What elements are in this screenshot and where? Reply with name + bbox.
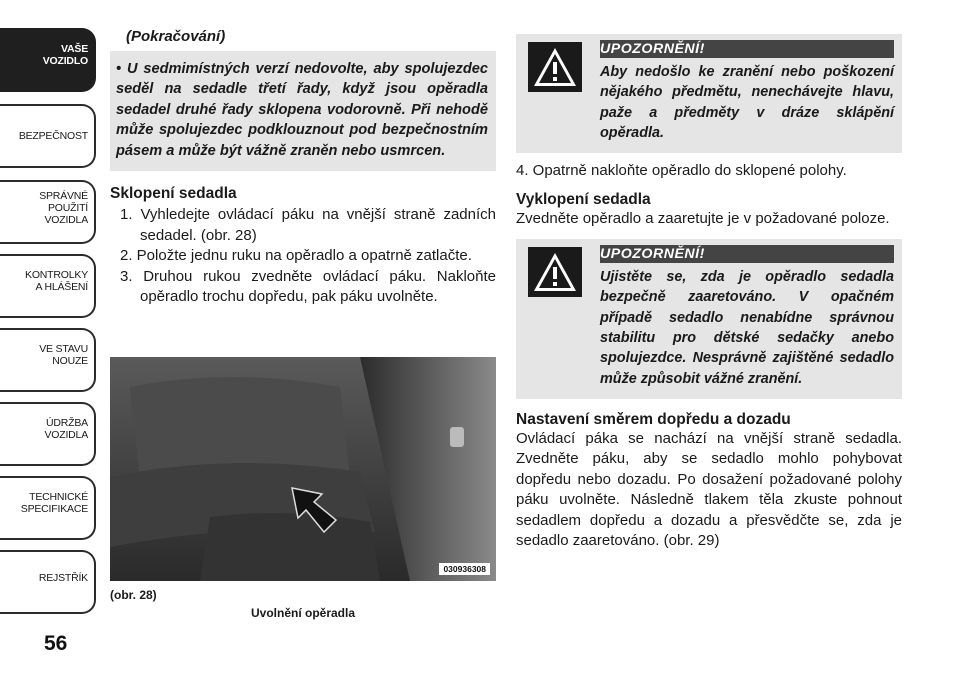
seat-illustration	[110, 357, 496, 581]
folding-steps	[110, 205, 496, 308]
warning-heading: UPOZORNĚNÍ!	[600, 40, 894, 58]
tab-vase-vozidlo[interactable]	[0, 28, 96, 92]
warning-box-2	[516, 239, 902, 399]
warning-text-content: Aby nedošlo ke zranění nebo poškození nějakého předmětu, nenechávejte hlavu, paže a předměty v dráze sklápění opěradla.	[600, 64, 894, 141]
tab-label: NOUZE	[52, 355, 88, 367]
warning-box-1	[516, 34, 902, 153]
section-title-adjust: Nastavení směrem dopředu a dozadu	[516, 410, 791, 428]
tab-label: TECHNICKÉ	[29, 491, 88, 503]
warning-text-content: Ujistěte se, zda je opěradlo sedadla bezpečně zaaretováno. V opačném případě sedadlo nenabídne správnou stabilitu pro dětské sedačky anebo spolujezdce. Nesprávně zajištěné sedadlo může způsobit vážné zranění.	[600, 269, 894, 387]
list-item: 3. Druhou rukou zvedněte ovládací páku. Nakloňte opěradlo trochu dopředu, pak páku uvolněte.	[120, 267, 496, 306]
figure-ref: (obr. 28)	[110, 588, 157, 602]
section-title-unfolding: Vyklopení sedadla	[516, 190, 651, 208]
tab-label: VOZIDLO	[42, 55, 88, 67]
seat-release-photo	[110, 357, 496, 581]
tab-label: VE STAVU	[39, 343, 88, 355]
tab-kontrolky[interactable]	[0, 254, 96, 318]
figure-code: 030936308	[439, 563, 490, 575]
warning-continued-box: • U sedmimístných verzí nedovolte, aby spolujezdec seděl na sedadle třetí řady, když jsou opěradla sedadel druhé řady sklopena vodorovně. Při nehodě může spolujezdec podklouznout pod bezpečnostním pásem a může být vážně zraněn nebo usmrcen.	[110, 51, 496, 171]
section-title-folding: Sklopení sedadla	[110, 185, 237, 203]
tab-label: SPECIFIKACE	[20, 503, 88, 515]
tab-udrzba[interactable]	[0, 402, 96, 466]
warning-triangle-icon	[528, 42, 582, 92]
tab-label: A HLÁŠENÍ	[35, 281, 88, 293]
tab-label: KONTROLKY	[25, 269, 88, 281]
tab-label: POUŽITÍ	[47, 202, 88, 214]
tab-label: BEZPEČNOST	[18, 130, 88, 142]
tab-label: SPRÁVNÉ	[39, 190, 88, 202]
chapter-tabs	[0, 0, 100, 630]
tab-technicke-specifikace[interactable]	[0, 476, 96, 540]
tab-ve-stavu-nouze[interactable]	[0, 328, 96, 392]
tab-rejstrik[interactable]	[0, 550, 96, 614]
right-column	[516, 34, 902, 552]
tab-label: VOZIDLA	[44, 429, 88, 441]
left-column	[110, 28, 496, 308]
tab-label: ÚDRŽBA	[46, 417, 88, 429]
page-number: 56	[44, 632, 68, 655]
tab-spravne-pouziti[interactable]	[0, 180, 96, 244]
tab-bezpecnost[interactable]	[0, 104, 96, 168]
tab-label: VAŠE	[60, 43, 88, 55]
tab-label: VOZIDLA	[44, 214, 88, 226]
step-4: 4. Opatrně nakloňte opěradlo do sklopené polohy.	[516, 162, 847, 180]
unfolding-text: Zvedněte opěradlo a zaaretujte je v požadované poloze.	[516, 209, 890, 227]
warning-heading: UPOZORNĚNÍ!	[600, 245, 894, 263]
tab-label: REJSTŘÍK	[38, 572, 88, 584]
continued-label: (Pokračování)	[126, 28, 226, 45]
warning-triangle-icon	[528, 247, 582, 297]
list-item: 2. Položte jednu ruku na opěradlo a opatrně zatlačte.	[120, 247, 472, 265]
adjust-text: Ovládací páka se nachází na vnější straně sedadla. Zvedněte páku, aby se sedadlo mohlo pohybovat dopředu nebo dozadu. Po dosažení požadované polohy páku uvolněte. Následně tlakem těla zkuste pohnout sedadlem dopředu a dozadu a přesvědčte se, zda je sedadlo zaaretováno. (obr. 29)	[516, 429, 902, 550]
figure-caption: Uvolnění opěradla	[250, 606, 356, 620]
list-item: 1. Vyhledejte ovládací páku na vnější straně zadních sedadel. (obr. 28)	[120, 206, 496, 244]
